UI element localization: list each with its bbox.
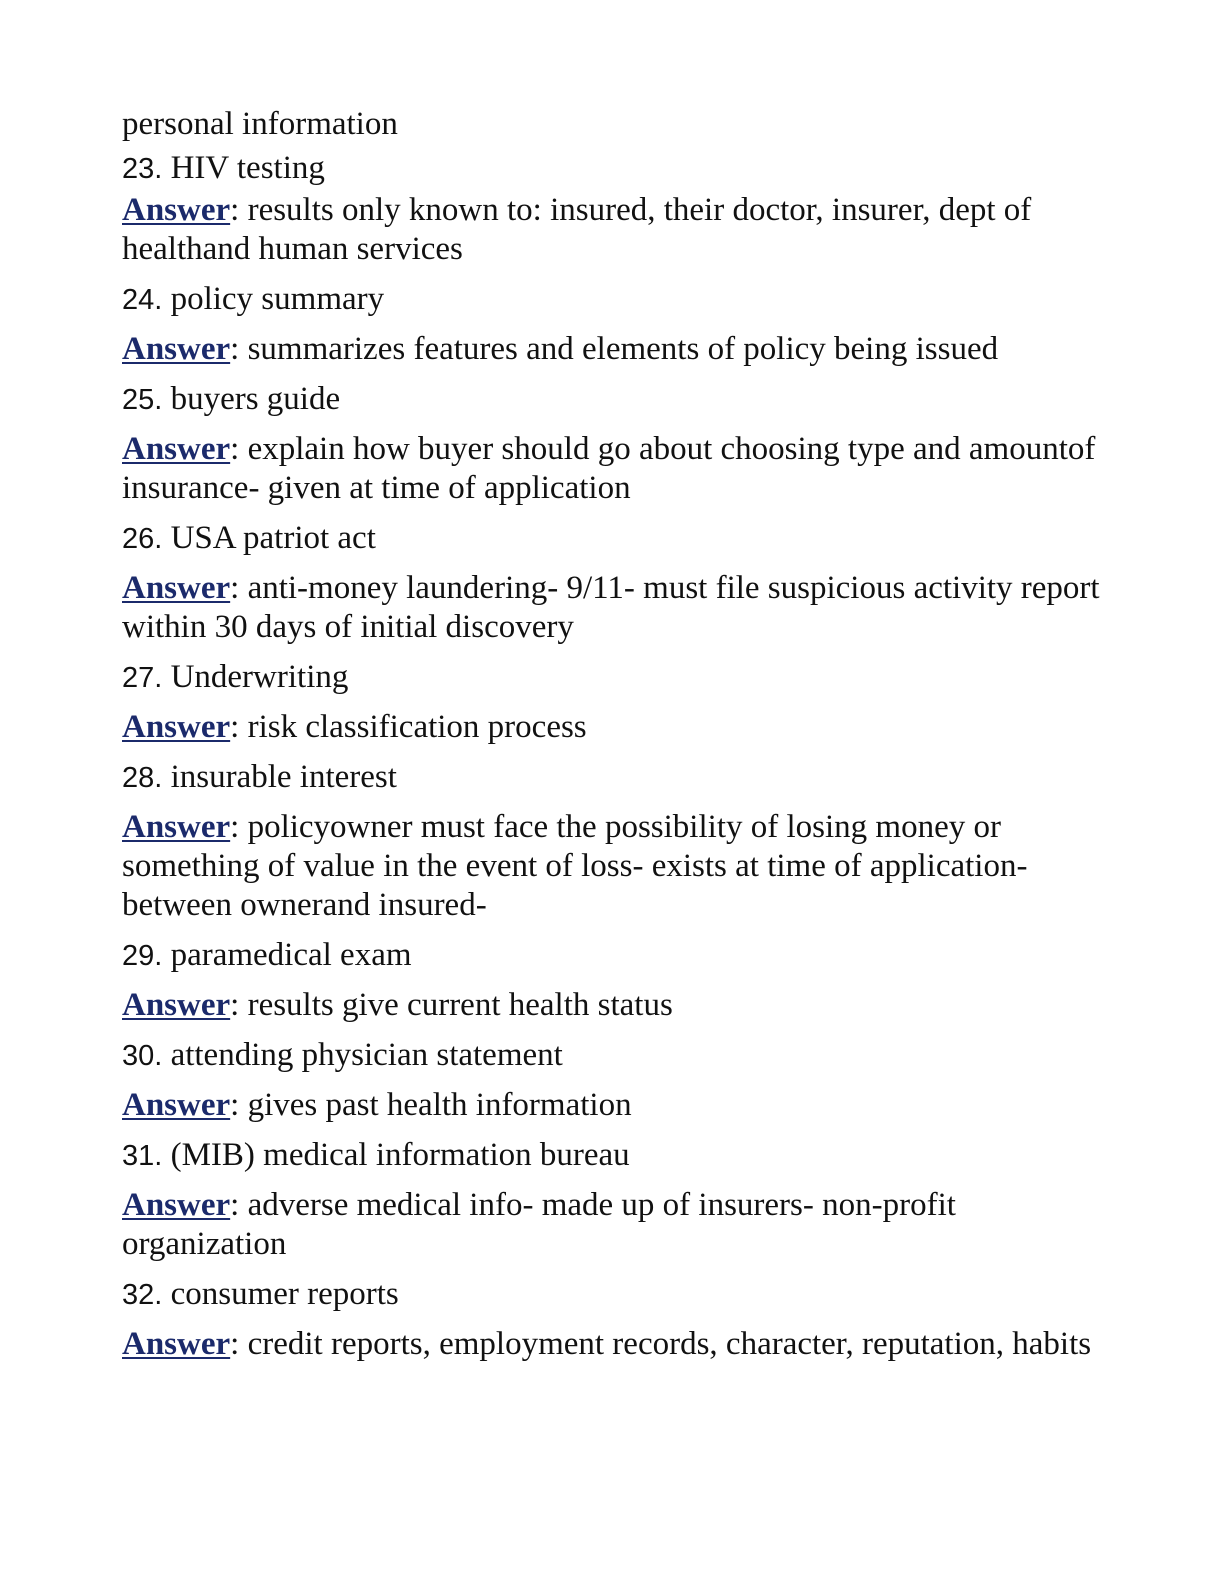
answer-text: adverse medical info- made up of insurers- non-profit organization <box>122 1187 956 1262</box>
qa-item <box>122 148 1102 269</box>
answer-link[interactable]: Answer <box>122 709 231 745</box>
answer: Answer: credit reports, employment records, character, reputation, habits <box>122 1326 1092 1362</box>
question-term: buyers guide <box>170 381 341 417</box>
question-number: 27. <box>122 662 163 694</box>
question-number: 28. <box>122 762 163 794</box>
question-term: consumer reports <box>170 1276 399 1312</box>
qa-item <box>122 657 1102 747</box>
answer-text: policyowner must face the possibility of losing money or something of value in the event of loss- exists at time of application- between ownerand insured- <box>122 809 1028 923</box>
question <box>122 657 1102 698</box>
answer-link[interactable]: Answer <box>122 570 231 606</box>
question <box>122 379 1102 420</box>
answer-text: risk classification process <box>247 709 587 745</box>
answer-link[interactable]: Answer <box>122 331 231 367</box>
qa-item <box>122 518 1102 647</box>
question-term: paramedical exam <box>170 937 412 973</box>
question <box>122 757 1102 798</box>
answer: Answer: gives past health information <box>122 1087 632 1123</box>
answer: Answer: anti-money laundering- 9/11- must file suspicious activity report within 30 days of initial discovery <box>122 570 1100 645</box>
answer: Answer: risk classification process <box>122 709 587 745</box>
question-term: attending physician statement <box>170 1037 563 1073</box>
answer-link[interactable]: Answer <box>122 809 231 845</box>
answer-text: results give current health status <box>247 987 673 1023</box>
question <box>122 279 1102 320</box>
question-number: 30. <box>122 1040 163 1072</box>
question-term: HIV testing <box>170 150 325 186</box>
document-page <box>122 104 1102 1374</box>
question-term: insurable interest <box>170 759 397 795</box>
qa-item <box>122 379 1102 508</box>
carryover-text: personal information <box>122 106 398 142</box>
question-term: policy summary <box>170 281 385 317</box>
question-number: 29. <box>122 940 163 972</box>
question <box>122 518 1102 559</box>
question-term: (MIB) medical information bureau <box>170 1137 630 1173</box>
qa-item <box>122 279 1102 369</box>
answer-text: credit reports, employment records, character, reputation, habits <box>247 1326 1092 1362</box>
answer-text: gives past health information <box>247 1087 632 1123</box>
qa-item <box>122 757 1102 925</box>
qa-item <box>122 1274 1102 1364</box>
question <box>122 1274 1102 1315</box>
question-number: 25. <box>122 384 163 416</box>
answer: Answer: policyowner must face the possibility of losing money or something of value in the event of loss- exists at time of application- between ownerand insured- <box>122 809 1028 923</box>
answer-text: explain how buyer should go about choosing type and amountof insurance- given at time of application <box>122 431 1096 506</box>
qa-item <box>122 935 1102 1025</box>
answer-link[interactable]: Answer <box>122 431 231 467</box>
answer: Answer: adverse medical info- made up of insurers- non-profit organization <box>122 1187 956 1262</box>
question <box>122 1035 1102 1076</box>
answer-link[interactable]: Answer <box>122 192 231 228</box>
question-number: 23. <box>122 153 163 185</box>
question-term: Underwriting <box>170 659 349 695</box>
question-term: USA patriot act <box>170 520 376 556</box>
question <box>122 148 1102 189</box>
qa-item <box>122 1035 1102 1125</box>
answer-text: summarizes features and elements of policy being issued <box>247 331 999 367</box>
answer-link[interactable]: Answer <box>122 1087 231 1123</box>
answer: Answer: results only known to: insured, their doctor, insurer, dept of healthand human services <box>122 192 1032 267</box>
answer-link[interactable]: Answer <box>122 1187 231 1223</box>
question-number: 31. <box>122 1140 163 1172</box>
answer-text: results only known to: insured, their doctor, insurer, dept of healthand human services <box>122 192 1032 267</box>
answer-link[interactable]: Answer <box>122 1326 231 1362</box>
answer-text: anti-money laundering- 9/11- must file suspicious activity report within 30 days of initial discovery <box>122 570 1100 645</box>
answer: Answer: results give current health status <box>122 987 673 1023</box>
question-number: 32. <box>122 1279 163 1311</box>
question-number: 24. <box>122 284 163 316</box>
question-number: 26. <box>122 523 163 555</box>
question <box>122 935 1102 976</box>
question <box>122 1135 1102 1176</box>
answer: Answer: explain how buyer should go about choosing type and amountof insurance- given at time of application <box>122 431 1096 506</box>
answer-link[interactable]: Answer <box>122 987 231 1023</box>
answer: Answer: summarizes features and elements of policy being issued <box>122 331 999 367</box>
qa-item <box>122 1135 1102 1264</box>
